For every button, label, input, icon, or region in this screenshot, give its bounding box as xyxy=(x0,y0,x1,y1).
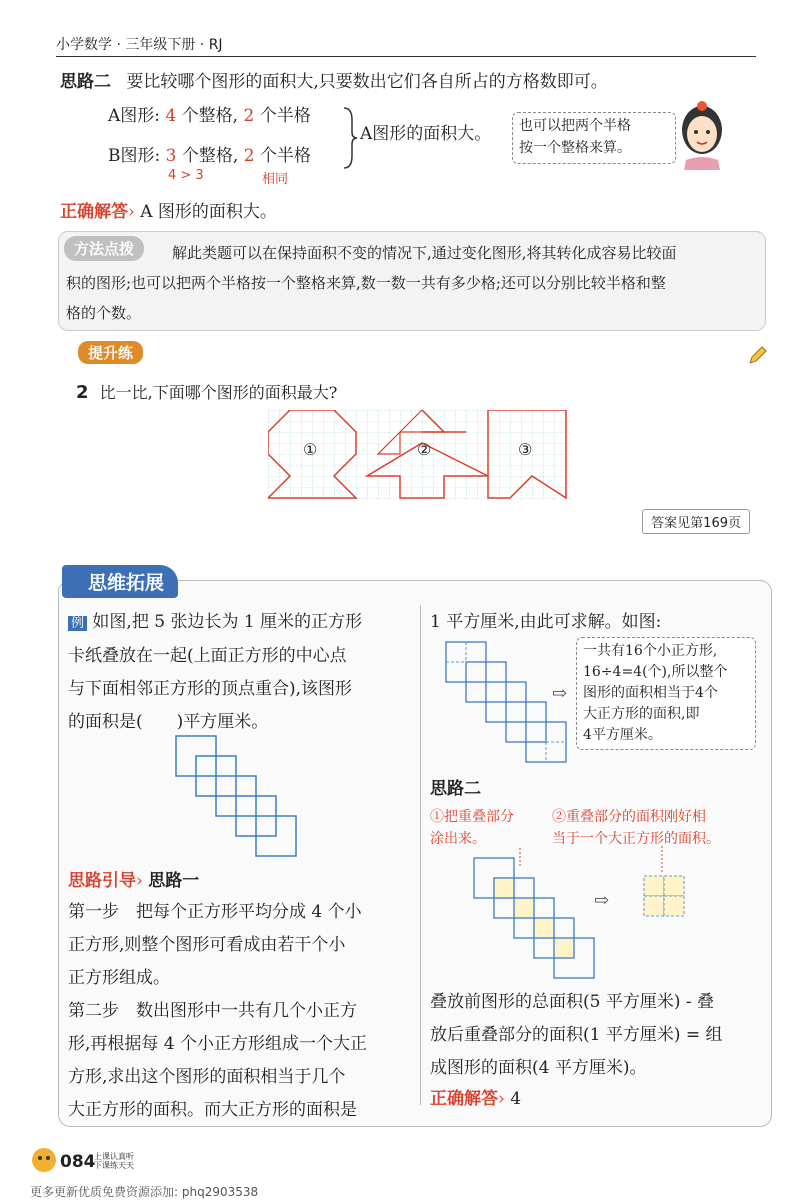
page-slogan: 上课认真听 下课练天天 xyxy=(94,1152,134,1170)
a-n1: 4 xyxy=(165,106,177,126)
explain-box xyxy=(576,637,756,750)
header-divider xyxy=(56,56,756,57)
footer-note: 更多更新优质免费资源添加: phq2903538 xyxy=(30,1185,259,1199)
guide-label: 思路引导 xyxy=(68,871,136,891)
mascot-icon xyxy=(30,1146,58,1174)
explain-line-1: 一共有16个小正方形, xyxy=(583,643,718,659)
compare-2: 相同 xyxy=(262,172,289,187)
b-suffix: 个半格 xyxy=(259,146,311,166)
step-line-1: 第一步 把每个正方形平均分成 4 个小 xyxy=(68,902,362,922)
idea2-paragraph xyxy=(60,66,608,98)
practice-num: 2 xyxy=(76,382,89,403)
a-prefix: A图形: xyxy=(108,106,161,126)
shape-3-label: ③ xyxy=(518,440,533,459)
b-prefix: B图形: xyxy=(108,146,161,166)
b-n1: 3 xyxy=(165,146,177,166)
step-line-4: 第二步 数出图形中一共有几个小正方 xyxy=(68,1001,357,1021)
brace-icon xyxy=(342,106,358,170)
explain-line-3: 图形的面积相当于4个 xyxy=(583,685,718,701)
shaded-overlap-figure xyxy=(470,848,596,980)
final-answer-value: 4 xyxy=(510,1089,522,1109)
answer-1-text: A 图形的面积大。 xyxy=(140,202,277,222)
bubble-line-1: 也可以把两个半格 xyxy=(519,118,631,134)
explain-line-2: 16÷4=4(个),所以整个 xyxy=(583,664,728,680)
stacked-squares-figure xyxy=(172,734,302,858)
shape-2-label: ② xyxy=(417,440,432,459)
example-text xyxy=(68,606,413,739)
idea2-label: 思路二 xyxy=(60,72,111,92)
explain-line-5: 4平方厘米。 xyxy=(583,727,662,743)
practice-question-row xyxy=(76,380,337,403)
step-line-7: 大正方形的面积。而大正方形的面积是 xyxy=(68,1100,357,1120)
method-tag: 方法点拨 xyxy=(64,236,144,261)
extension-tag: 思维拓展 xyxy=(62,565,178,598)
hint-bubble xyxy=(512,112,676,164)
example-tag: 例 xyxy=(68,616,87,631)
note-1: ①把重叠部分 涂出来。 xyxy=(430,809,514,847)
practice-question: 比一比,下面哪个图形的面积最大? xyxy=(99,383,338,402)
conclusion-line-3: 成图形的面积(4 平方厘米)。 xyxy=(430,1058,647,1078)
answer-1-label: 正确解答 xyxy=(60,202,128,222)
note-2: ②重叠部分的面积刚好相 当于一个大正方形的面积。 xyxy=(552,809,720,847)
pencil-icon xyxy=(746,345,768,367)
arrow-right-icon-2: ⇨ xyxy=(594,890,610,911)
explain-line-4: 大正方形的面积,即 xyxy=(583,706,700,722)
conclusion-line-1: 叠放前图形的总面积(5 平方厘米) - 叠 xyxy=(430,992,715,1012)
example-line-4: 的面积是( )平方厘米。 xyxy=(68,712,269,732)
step-line-6: 方形,求出这个图形的面积相当于几个 xyxy=(68,1067,346,1087)
a-line xyxy=(108,100,311,132)
page-number: 084 xyxy=(60,1152,96,1172)
arrow-right-icon-1: ⇨ xyxy=(552,683,568,704)
b-n2: 2 xyxy=(243,146,255,166)
example-line-1: 例 如图,把 5 张边长为 1 厘米的正方形 xyxy=(68,606,413,640)
guide-row: 思路引导› 思路一 xyxy=(68,871,200,891)
step-line-5: 形,再根据每 4 个小正方形组成一个大正 xyxy=(68,1034,368,1054)
final-answer-row: 正确解答› 4 xyxy=(430,1089,522,1109)
steps-text xyxy=(68,896,413,1127)
answer-ref: 答案见第169页 xyxy=(642,509,750,534)
column-divider xyxy=(420,605,421,1105)
idea2-text: 要比较哪个图形的面积大,只要数出它们各自所占的方格数即可。 xyxy=(126,72,608,92)
idea2-right-label: 思路二 xyxy=(430,779,481,799)
brace-result: A图形的面积大。 xyxy=(360,124,492,144)
right-top-text: 1 平方厘米,由此可求解。如图: xyxy=(430,612,662,632)
answer-1: 正确解答› A 图形的面积大。 xyxy=(60,202,277,222)
final-answer-label: 正确解答 xyxy=(430,1089,498,1109)
step-line-3: 正方形组成。 xyxy=(68,968,170,988)
example-line-3: 与下面相邻正方形的顶点重合),该图形 xyxy=(68,679,353,699)
method-line-1: 解此类题可以在保持面积不变的情况下,通过变化图形,将其转化成容易比较面 xyxy=(172,244,677,262)
combined-square-figure xyxy=(640,846,690,918)
bubble-line-2: 按一个整格来算。 xyxy=(519,140,631,156)
method-line-3: 格的个数。 xyxy=(66,304,142,322)
guide-title: 思路一 xyxy=(148,871,200,891)
a-suffix: 个半格 xyxy=(259,106,311,126)
compare-1: 4 > 3 xyxy=(168,168,204,183)
a-n2: 2 xyxy=(243,106,255,126)
page-header: 小学数学 · 三年级下册 · RJ xyxy=(56,37,223,53)
example-line-2: 卡纸叠放在一起(上面正方形的中心点 xyxy=(68,646,347,666)
a-mid: 个整格, xyxy=(181,106,239,126)
girl-avatar-icon xyxy=(672,98,732,170)
b-mid: 个整格, xyxy=(181,146,239,166)
conclusion-text xyxy=(430,986,770,1085)
conclusion-line-2: 放后重叠部分的面积(1 平方厘米) = 组 xyxy=(430,1025,723,1045)
step-line-2: 正方形,则整个图形可看成由若干个小 xyxy=(68,935,346,955)
shape-1-label: ① xyxy=(303,440,318,459)
method-line-2: 积的图形;也可以把两个半格按一个整格来算,数一数一共有多少格;还可以分别比较半格和整 xyxy=(66,274,666,292)
practice-tag: 提升练 xyxy=(78,341,143,364)
